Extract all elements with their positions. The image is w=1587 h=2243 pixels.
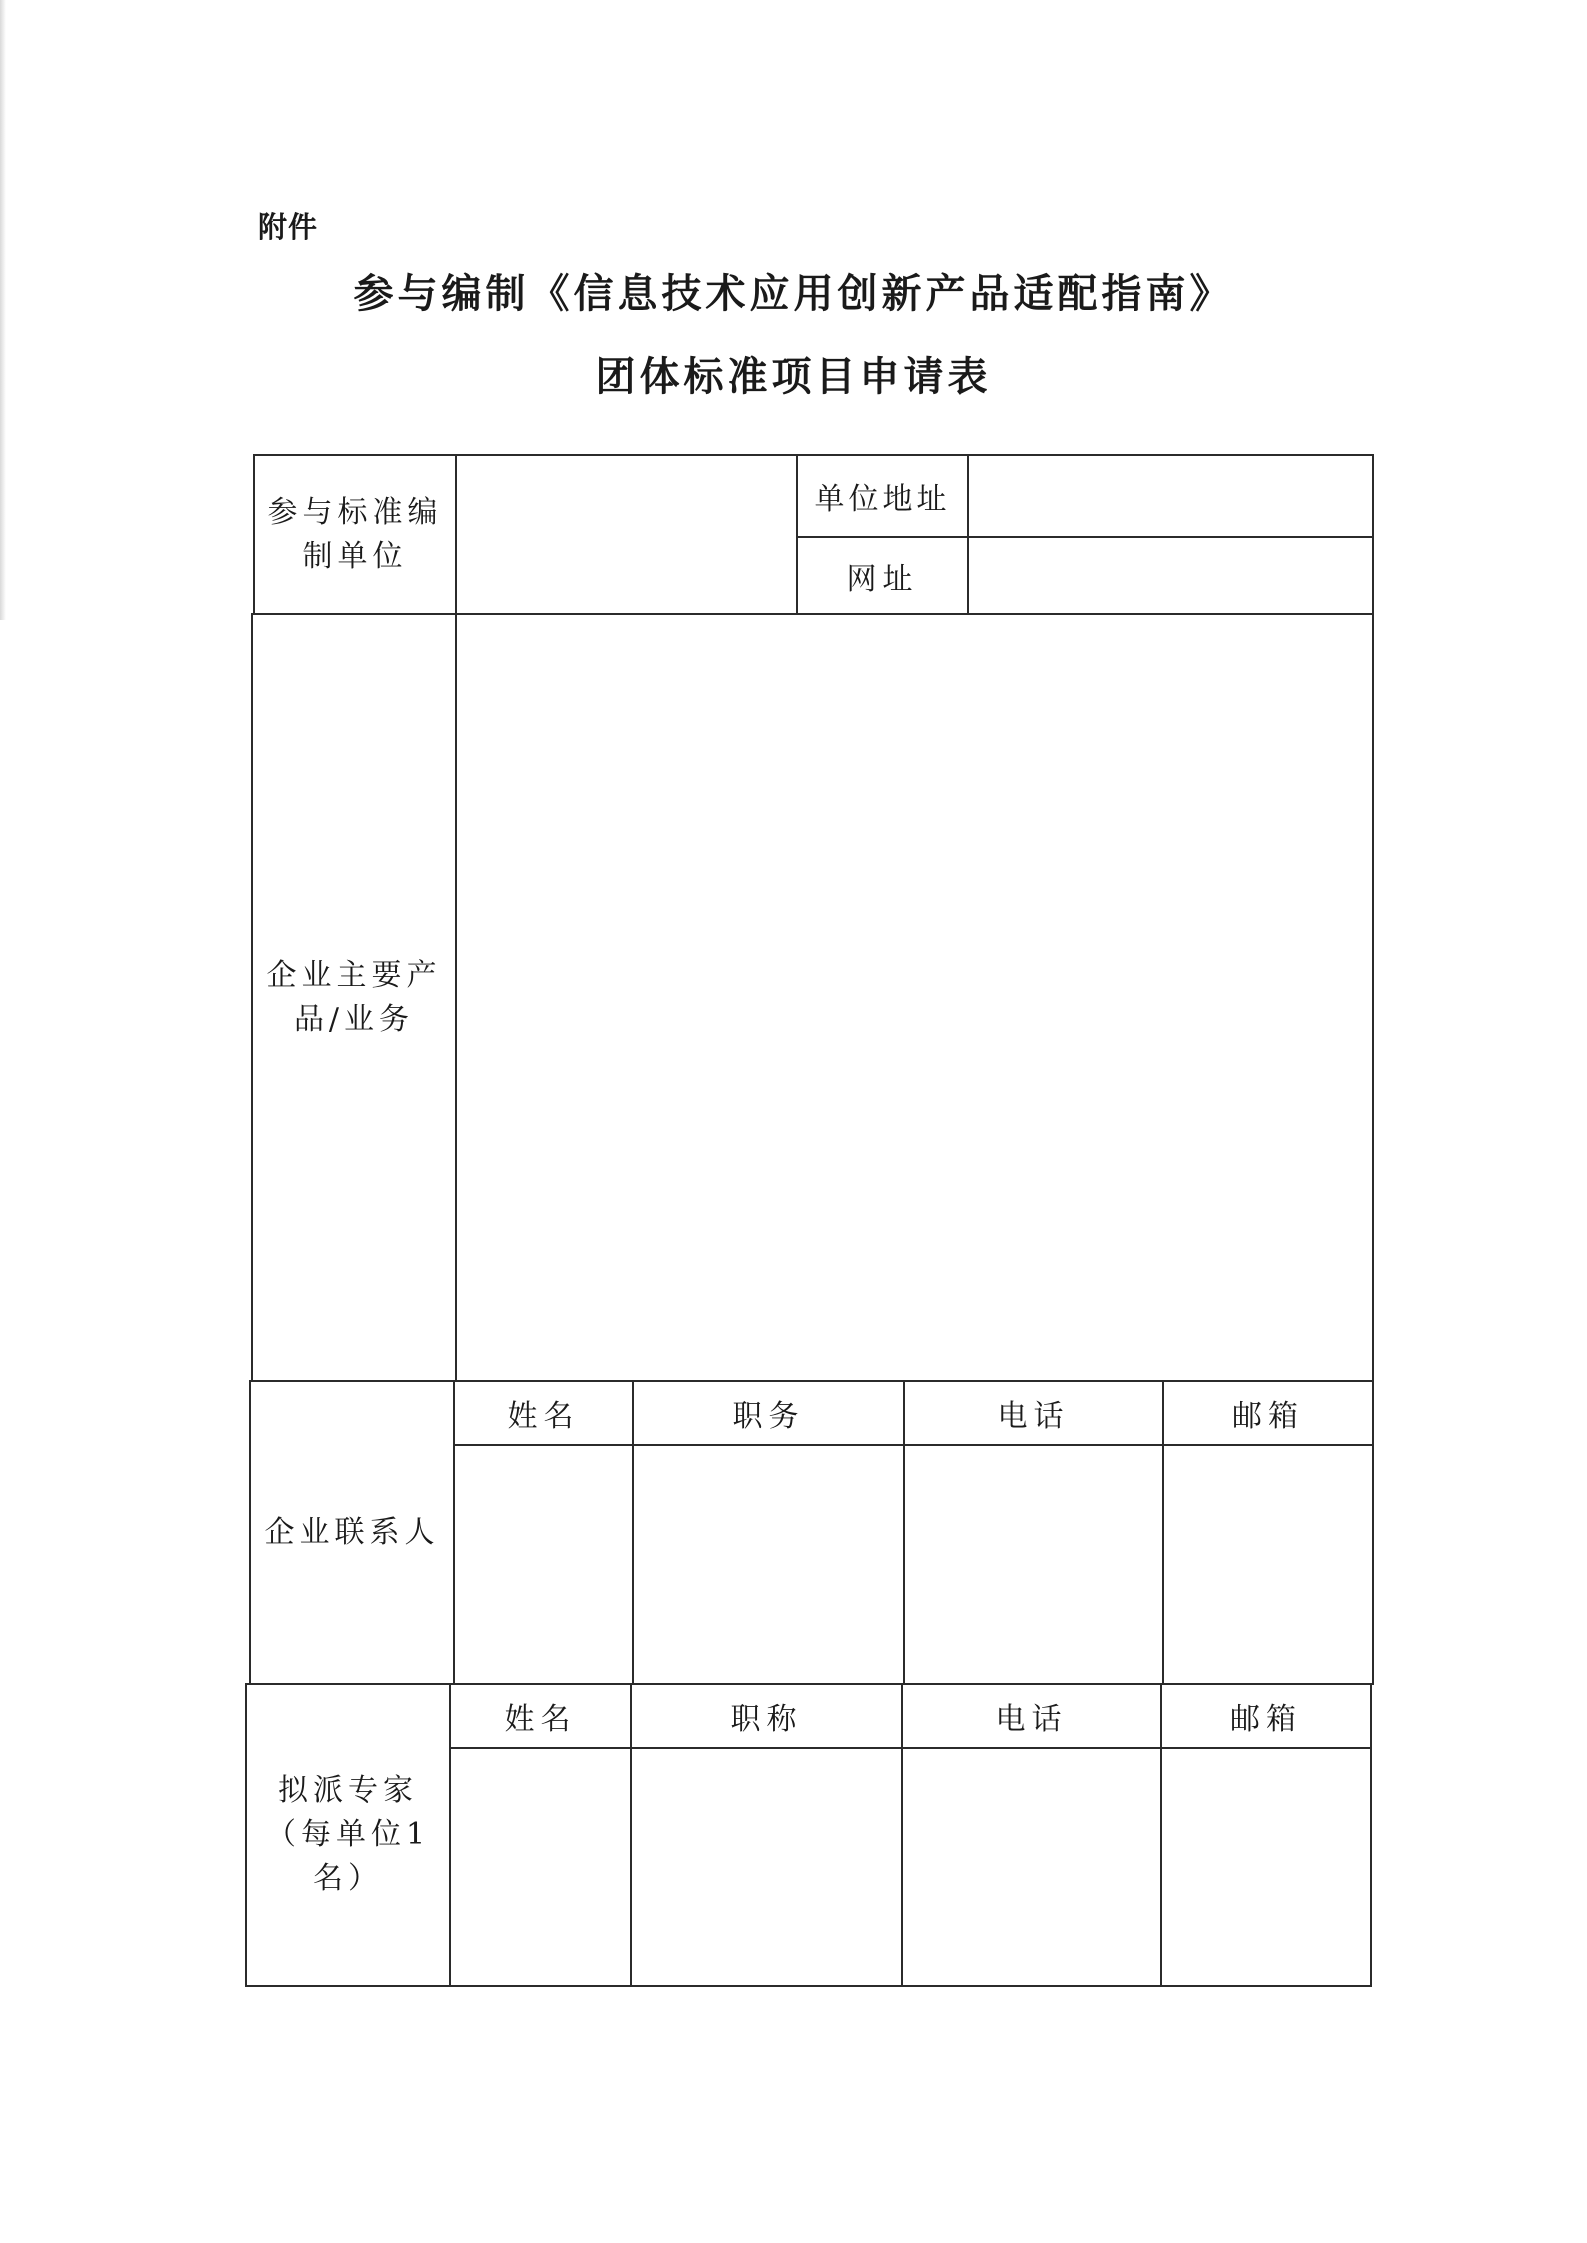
website-field[interactable] [967, 536, 1374, 615]
org-label-line1: 参与标准编 [267, 494, 443, 530]
contact-header-position: 职务 [732, 1399, 805, 1434]
website-label: 网址 [846, 561, 919, 597]
page-title-line1: 参与编制《信息技术应用创新产品适配指南》 [353, 271, 1234, 317]
expert-label-line3: 名） [313, 1861, 383, 1896]
contact-header-name: 姓名 [507, 1399, 580, 1434]
expert-label-line1: 拟派专家 [278, 1773, 418, 1808]
contact-email-field[interactable] [1162, 1444, 1374, 1685]
expert-label-line2: （每单位1 [265, 1817, 431, 1852]
expert-email-field[interactable] [1160, 1747, 1372, 1987]
attachment-label: 附件 [258, 210, 319, 244]
address-field[interactable] [967, 454, 1374, 538]
products-field[interactable] [455, 613, 1374, 1382]
products-label-line1: 企业主要产 [266, 957, 442, 993]
expert-header-name: 姓名 [504, 1702, 577, 1737]
contact-position-field[interactable] [632, 1444, 905, 1685]
contact-header-phone: 电话 [997, 1399, 1070, 1434]
org-name-field[interactable] [455, 454, 798, 615]
org-label [253, 454, 457, 615]
expert-header-phone: 电话 [995, 1702, 1068, 1737]
products-label [251, 613, 457, 1382]
expert-header-email: 邮箱 [1230, 1702, 1302, 1737]
org-label-line2: 制单位 [302, 538, 408, 574]
contact-phone-field[interactable] [903, 1444, 1164, 1685]
expert-name-field[interactable] [449, 1747, 632, 1987]
expert-phone-field[interactable] [901, 1747, 1162, 1987]
expert-header-title: 职称 [730, 1702, 803, 1737]
products-label-line2: 品/业务 [293, 1001, 415, 1037]
contact-name-field[interactable] [453, 1444, 634, 1685]
expert-title-field[interactable] [630, 1747, 903, 1987]
contact-header-email: 邮箱 [1232, 1399, 1304, 1434]
expert-label [245, 1683, 451, 1987]
page-title-line2: 团体标准项目申请表 [595, 354, 992, 400]
contact-label: 企业联系人 [264, 1514, 440, 1550]
address-label: 单位地址 [814, 482, 951, 517]
